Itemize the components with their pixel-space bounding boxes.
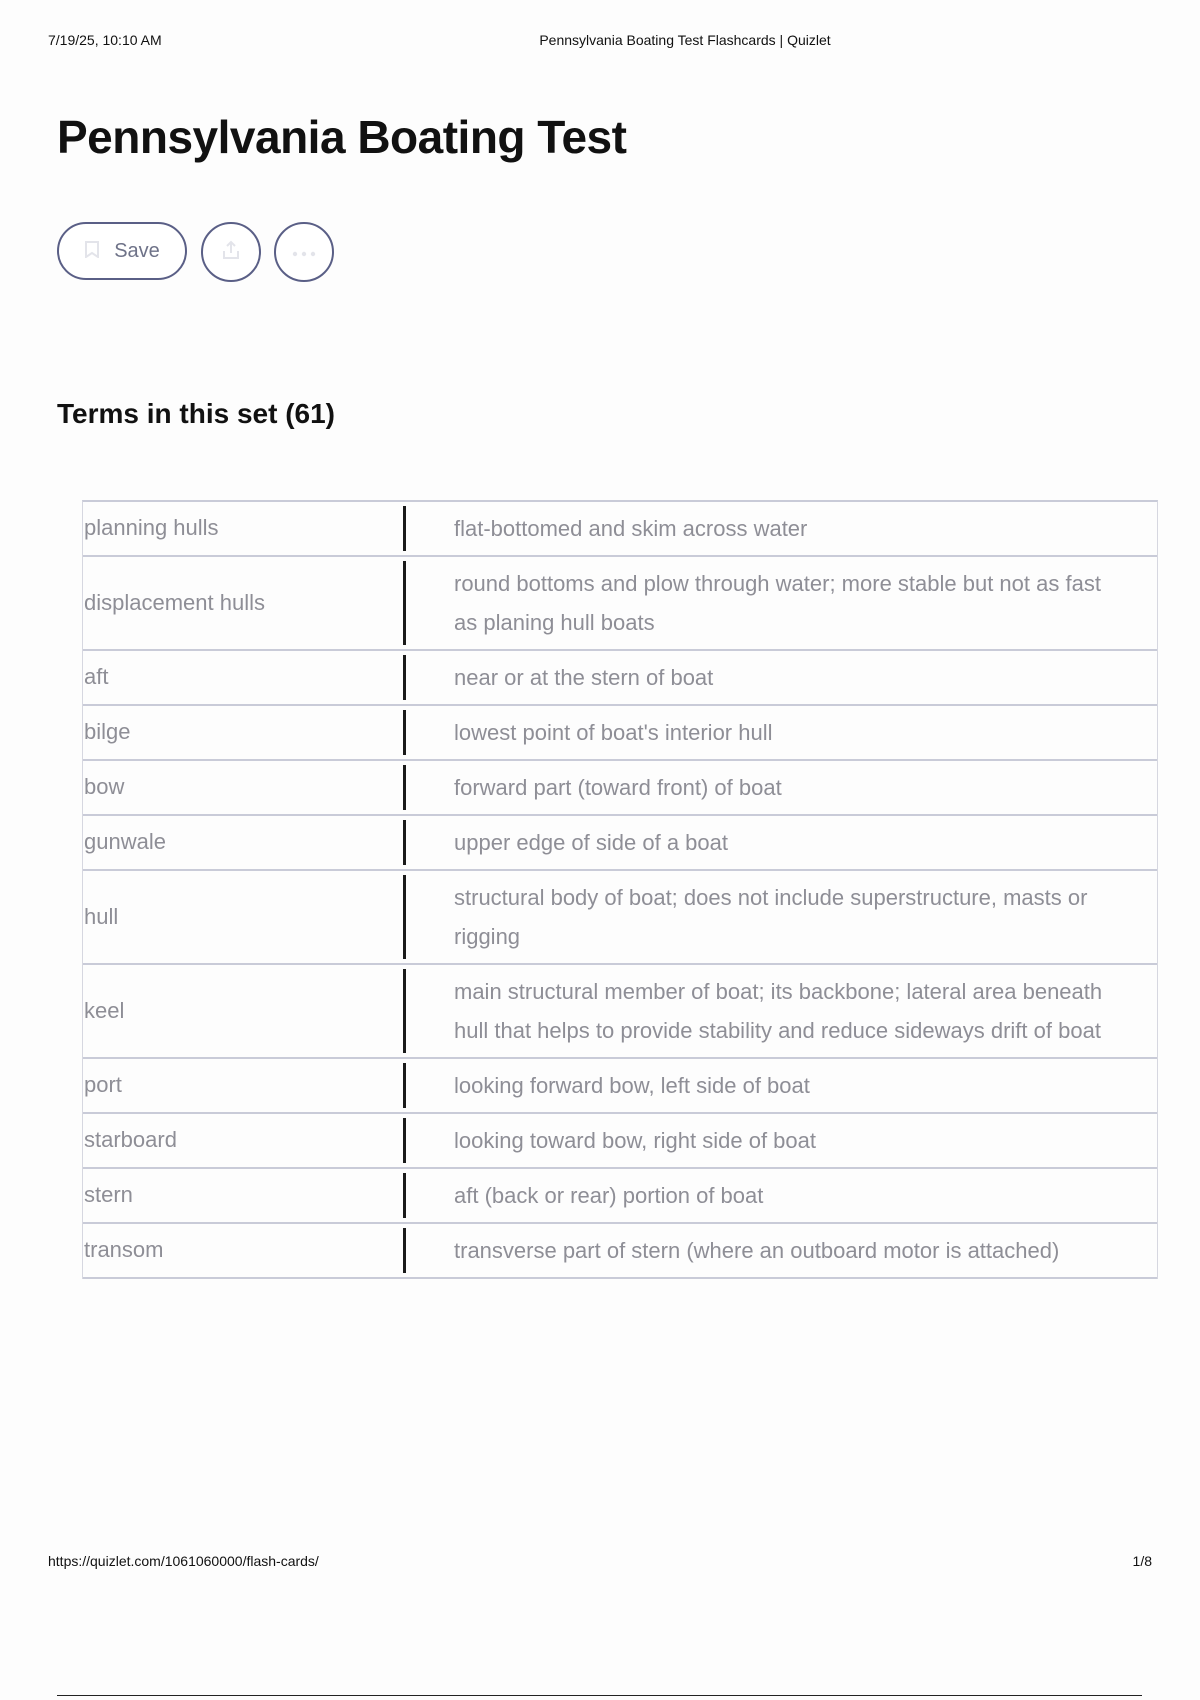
term-row <box>83 502 1157 557</box>
print-date: 7/19/25, 10:10 AM <box>48 32 162 48</box>
term-row <box>83 871 1157 965</box>
definition-text: transverse part of stern (where an outboard motor is attached) <box>454 1238 1060 1263</box>
term-row <box>83 1224 1157 1279</box>
term-text: aft <box>84 664 109 690</box>
terms-table <box>82 500 1158 1279</box>
term-row <box>83 1169 1157 1224</box>
term-text: keel <box>84 997 125 1023</box>
definition-text: looking toward bow, right side of boat <box>454 1128 817 1153</box>
bottom-divider <box>57 1695 1142 1696</box>
term-row <box>83 816 1157 871</box>
definition-text: lowest point of boat's interior hull <box>454 720 773 745</box>
term-text: displacement hulls <box>84 589 265 615</box>
term-row <box>83 557 1157 651</box>
definition-text: structural body of boat; does not include superstructure, masts or rigging <box>454 885 1088 949</box>
definition-text: round bottoms and plow through water; more stable but not as fast as planing hull boats <box>454 571 1101 635</box>
term-row <box>83 761 1157 816</box>
print-footer <box>48 1553 1152 1569</box>
term-text: gunwale <box>84 829 166 855</box>
save-button[interactable] <box>57 222 187 280</box>
more-horizontal-icon <box>291 242 317 262</box>
term-row <box>83 651 1157 706</box>
folder-icon <box>84 240 100 262</box>
terms-heading: Terms in this set (61) <box>57 398 336 429</box>
share-button[interactable] <box>201 222 261 282</box>
save-button-label: Save <box>114 239 160 262</box>
definition-text: main structural member of boat; its backbone; lateral area beneath hull that helps to provide stability and reduce sideways drift of boat <box>454 979 1103 1043</box>
term-text: port <box>84 1072 122 1098</box>
definition-text: aft (back or rear) portion of boat <box>454 1183 764 1208</box>
term-row <box>83 965 1157 1059</box>
term-row <box>83 706 1157 761</box>
definition-text: upper edge of side of a boat <box>454 830 728 855</box>
print-header <box>48 32 1152 52</box>
more-options-button[interactable] <box>274 222 334 282</box>
term-text: starboard <box>84 1127 177 1153</box>
page-number: 1/8 <box>1132 1553 1152 1569</box>
term-row <box>83 1059 1157 1114</box>
term-text: stern <box>84 1182 133 1208</box>
print-document-title: Pennsylvania Boating Test Flashcards | Quizlet <box>539 32 831 48</box>
term-text: bilge <box>84 719 131 745</box>
page-title: Pennsylvania Boating Test <box>57 111 627 163</box>
definition-text: flat-bottomed and skim across water <box>454 516 808 541</box>
print-url: https://quizlet.com/1061060000/flash-cards/ <box>48 1553 319 1569</box>
term-text: hull <box>84 903 119 929</box>
definition-text: looking forward bow, left side of boat <box>454 1073 810 1098</box>
term-text: planning hulls <box>84 515 219 541</box>
term-row <box>83 1114 1157 1169</box>
definition-text: forward part (toward front) of boat <box>454 775 782 800</box>
term-text: bow <box>84 774 125 800</box>
share-icon <box>220 239 242 265</box>
term-text: transom <box>84 1237 164 1263</box>
definition-text: near or at the stern of boat <box>454 665 714 690</box>
